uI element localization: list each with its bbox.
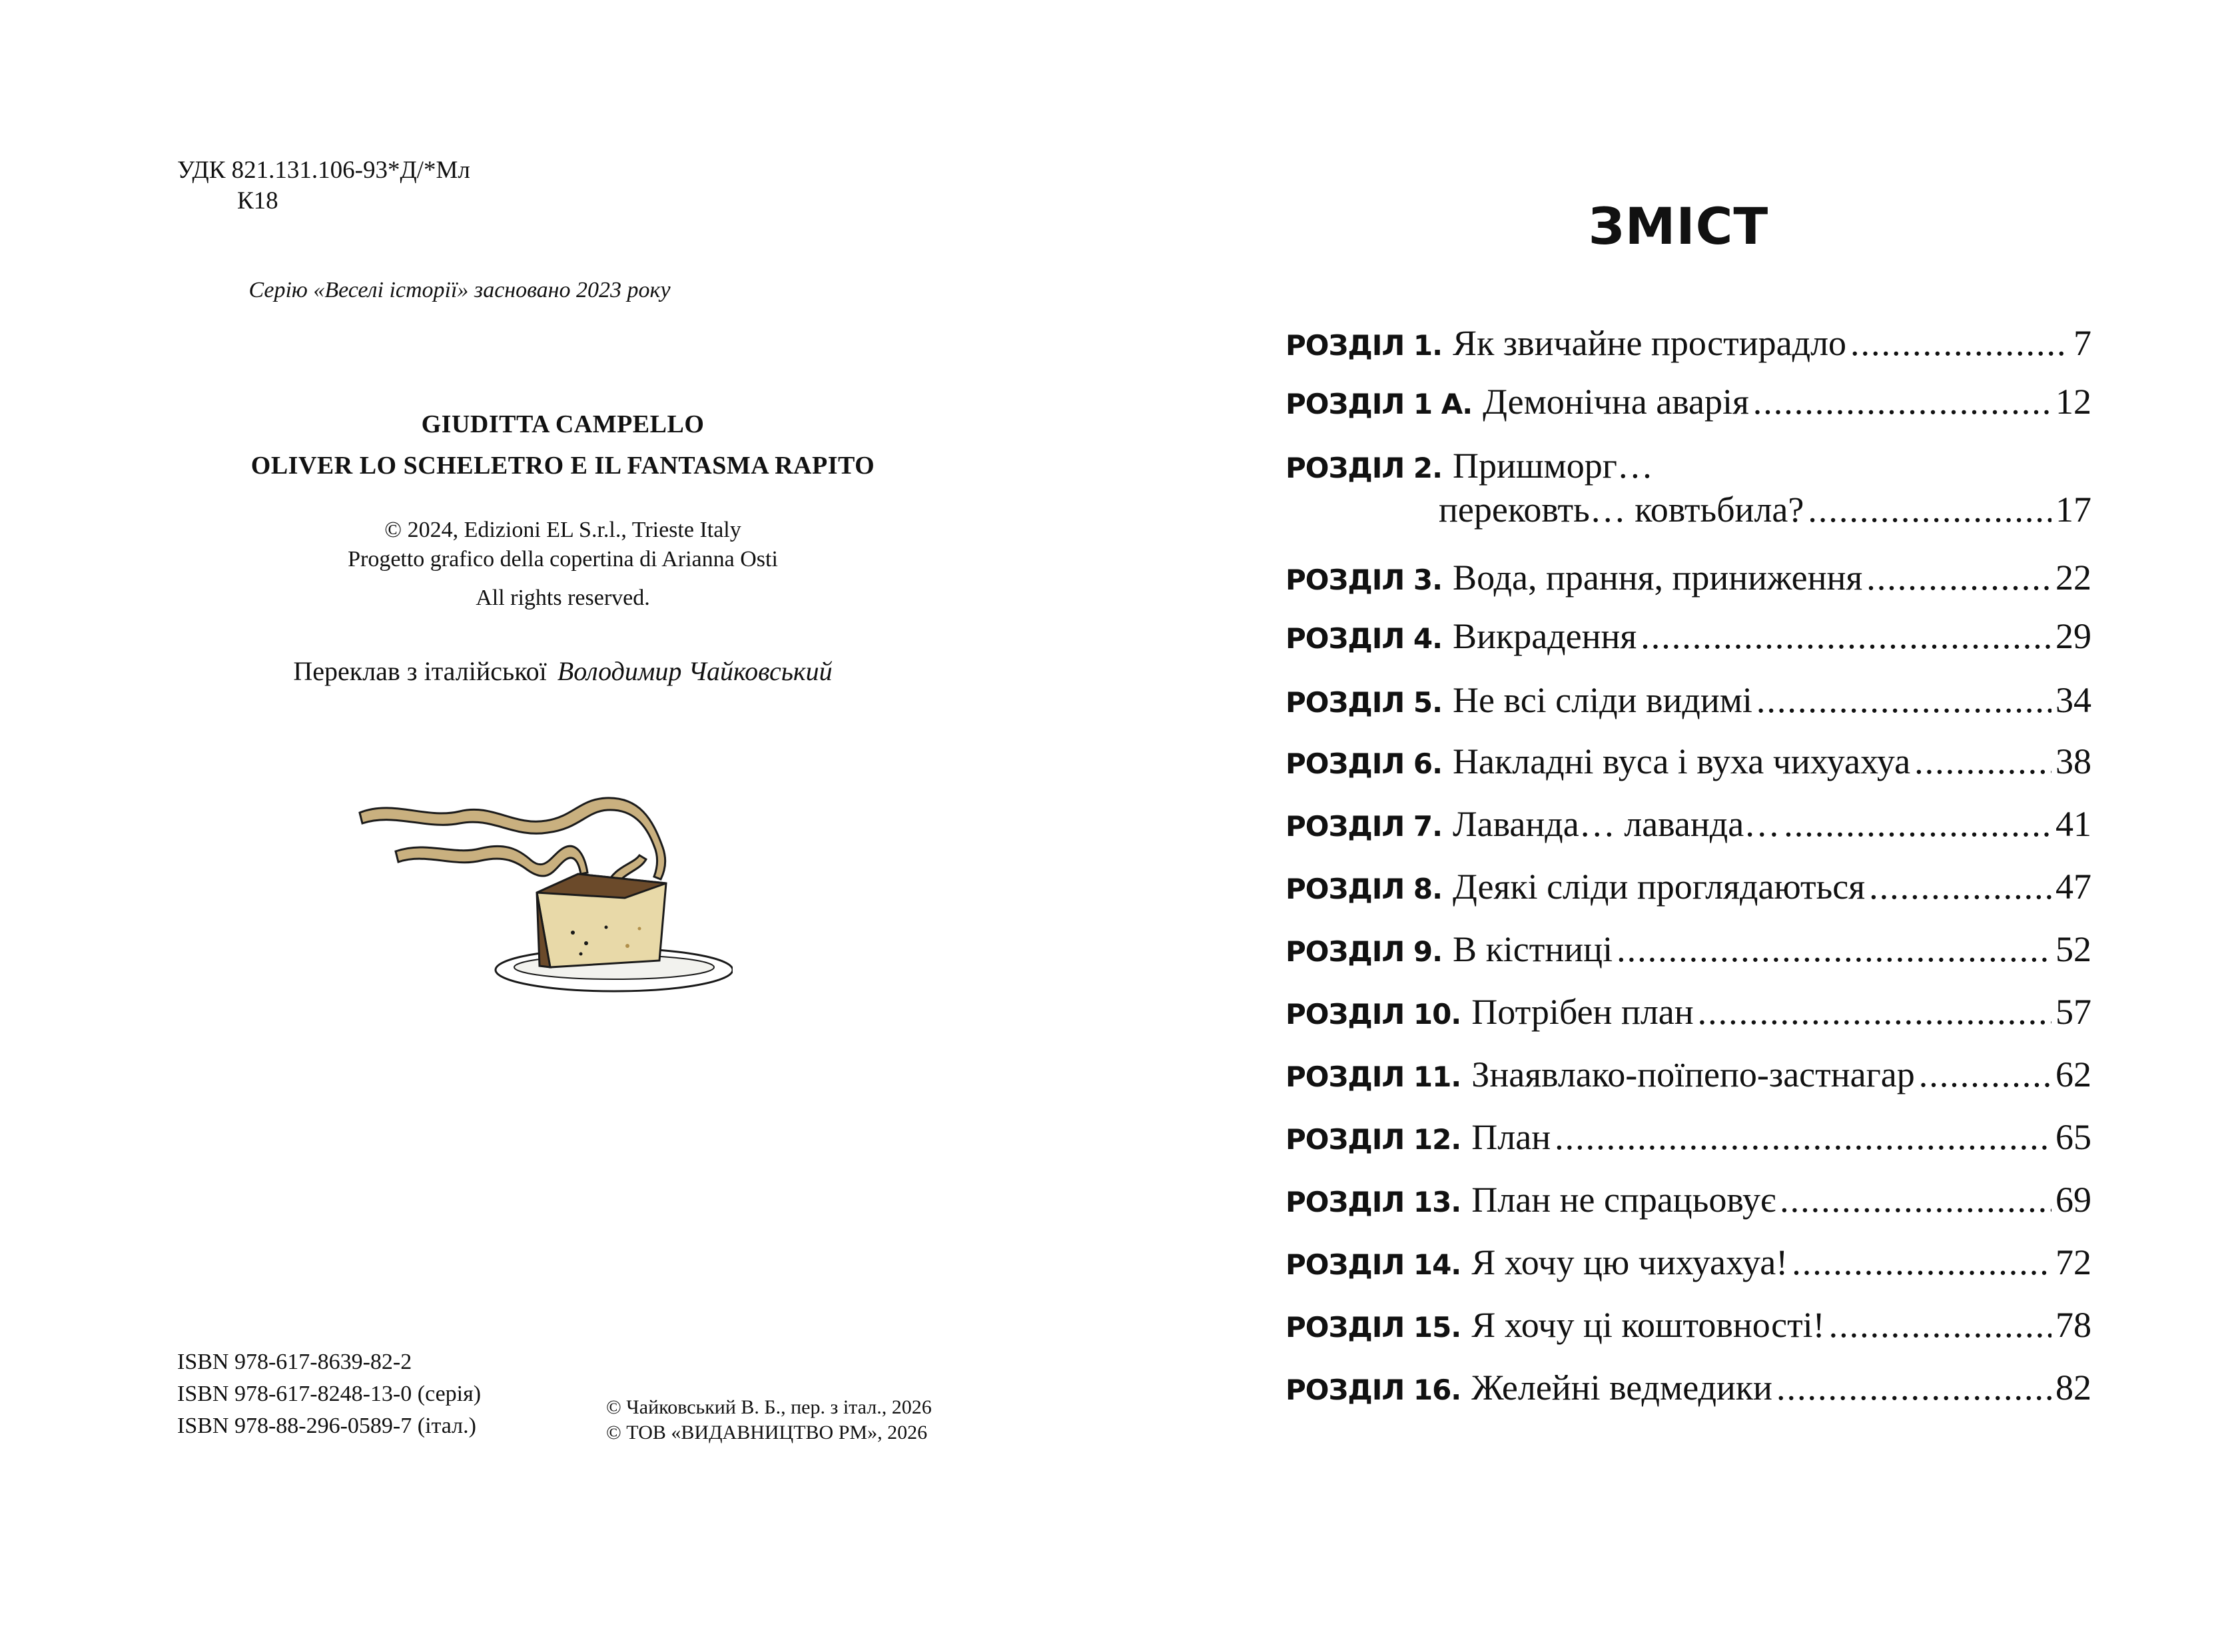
toc-entry-page: 52: [2055, 929, 2091, 969]
copyright-line: Progetto grafico della copertina di Arianna Osti: [348, 547, 778, 572]
isbn-line: ISBN 978-617-8248-13-0 (серія): [177, 1382, 482, 1406]
toc-entry-title: Пришморг…: [1453, 446, 1653, 486]
toc-entry-page: 62: [2055, 1054, 2091, 1094]
isbn-line: ISBN 978-88-296-0589-7 (італ.): [177, 1414, 476, 1438]
toc-entry: [1286, 803, 2091, 845]
toc-entry-title: Не всі сліди видимі: [1453, 680, 1752, 720]
toc-entry-label: РОЗДІЛ 8.: [1286, 873, 1443, 905]
toc-dot-leader: [1698, 991, 2051, 1032]
toc-dot-leader: [1617, 929, 2051, 970]
toc-entry-title: План не спрацьовує: [1471, 1180, 1776, 1220]
translator-name: Володимир Чайковський: [557, 656, 833, 686]
toc-entry-page: 72: [2055, 1242, 2091, 1282]
toc-entry-title: Демонічна аварія: [1483, 382, 1749, 422]
toc-entry: [1286, 1054, 2091, 1095]
toc-entry-page: 22: [2055, 558, 2091, 598]
isbn-line: ISBN 978-617-8639-82-2: [177, 1350, 412, 1374]
toc-entry-label: РОЗДІЛ 5.: [1286, 686, 1443, 719]
toc-entry-page: 78: [2055, 1305, 2091, 1345]
toc-entry-page: 69: [2055, 1180, 2091, 1220]
toc-entry-label: РОЗДІЛ 11.: [1286, 1060, 1461, 1093]
toc-dot-leader: [1869, 866, 2051, 907]
toc-entry-label: РОЗДІЛ 4.: [1286, 622, 1443, 655]
original-author: GIUDITTA CAMPELLO: [421, 410, 705, 438]
toc-entry: [1286, 616, 2091, 657]
toc-entry: [1286, 866, 2091, 907]
toc-entry-label: РОЗДІЛ 12.: [1286, 1123, 1461, 1156]
toc-entry: [1286, 322, 2091, 364]
toc-entry-continuation: [1439, 489, 2091, 530]
series-note: Серію «Веселі історії» засновано 2023 року: [248, 278, 671, 302]
toc-entry-label: РОЗДІЛ 1 А.: [1286, 388, 1473, 420]
toc-dot-leader: [1641, 616, 2051, 657]
toc-entry-label: РОЗДІЛ 13.: [1286, 1186, 1461, 1218]
toc-entry-title: Вода, прання, приниження: [1453, 558, 1863, 598]
toc-entry: [1286, 445, 1653, 486]
toc-entry-page: 65: [2055, 1117, 2091, 1157]
toc-entry-title: Лаванда… лаванда…: [1453, 804, 1780, 844]
toc-entry-title: Желейні ведмедики: [1471, 1368, 1772, 1408]
toc-entry-page: 47: [2055, 867, 2091, 907]
toc-entry-title-line2: перековть… ковтьбила?: [1439, 490, 1804, 530]
toc-entry-title: Я хочу цю чихуахуа!: [1471, 1242, 1788, 1282]
toc-entry-title: Як звичайне простирадло: [1453, 323, 1847, 363]
toc-entry-title: Я хочу ці коштовності!: [1471, 1305, 1825, 1345]
copyright-line: All rights reserved.: [476, 586, 650, 610]
toc-entry-title: План: [1471, 1117, 1551, 1157]
toc-dot-leader: [1792, 1242, 2051, 1283]
toc-dot-leader: [1756, 679, 2051, 721]
toc-entry-label: РОЗДІЛ 15.: [1286, 1311, 1461, 1344]
udk-code: УДК 821.131.106-93*Д/*Мл: [177, 157, 470, 184]
toc-dot-leader: [1555, 1116, 2051, 1158]
toc-dot-leader: [1776, 1367, 2051, 1408]
cheese-illustration: [353, 786, 733, 999]
toc-entry-label: РОЗДІЛ 3.: [1286, 564, 1443, 596]
bbk-code: К18: [237, 187, 278, 214]
toc-entry-title: Деякі сліди проглядаються: [1453, 867, 1866, 907]
toc-entry-label: РОЗДІЛ 14.: [1286, 1248, 1461, 1281]
toc-dot-leader: [1850, 322, 2069, 364]
toc-entry: [1286, 929, 2091, 970]
toc-entry-title: Викрадення: [1453, 616, 1637, 656]
toc-entry-title: Накладні вуса і вуха чихуахуа: [1453, 741, 1911, 781]
toc-entry: [1286, 679, 2091, 721]
toc-title: ЗМІСТ: [1588, 197, 1769, 256]
toc-dot-leader: [1753, 381, 2051, 422]
rights-line: © Чайковський В. Б., пер. з італ., 2026: [606, 1396, 932, 1418]
copyright-line: © 2024, Edizioni EL S.r.l., Trieste Italy: [384, 518, 741, 542]
toc-entry: [1286, 1179, 2091, 1220]
toc-entry-label: РОЗДІЛ 7.: [1286, 810, 1443, 843]
toc-entry: [1286, 991, 2091, 1032]
toc-entry-page: 7: [2073, 323, 2091, 363]
toc-entry-label: РОЗДІЛ 2.: [1286, 452, 1443, 484]
toc-entry: [1286, 1242, 2091, 1283]
toc-entry-label: РОЗДІЛ 10.: [1286, 998, 1461, 1031]
toc-entry: [1286, 1367, 2091, 1408]
toc-entry-title: Знаявлако-поїпепо-застнагар: [1471, 1054, 1915, 1094]
toc-dot-leader: [1780, 1179, 2051, 1220]
toc-dot-leader: [1919, 1054, 2051, 1095]
toc-entry: [1286, 557, 2091, 598]
translator-prefix: Переклав з італійської: [293, 656, 547, 686]
toc-entry: [1286, 741, 2091, 782]
toc-entry-page: 38: [2055, 741, 2091, 781]
original-title: OLIVER LO SCHELETRO E IL FANTASMA RAPITO: [250, 452, 875, 480]
toc-dot-leader: [1829, 1304, 2051, 1346]
toc-entry-title: В кістниці: [1453, 929, 1613, 969]
translator-credit: [0, 654, 1126, 689]
toc-entry: [1286, 1116, 2091, 1158]
toc-entry-label: РОЗДІЛ 16.: [1286, 1374, 1461, 1406]
toc-entry-label: РОЗДІЛ 1.: [1286, 329, 1443, 362]
toc-entry-page: 82: [2055, 1368, 2091, 1408]
toc-entry-title: Потрібен план: [1471, 992, 1694, 1032]
rights-line: © ТОВ «ВИДАВНИЦТВО РМ», 2026: [606, 1422, 928, 1444]
toc-entry-page: 12: [2055, 382, 2091, 422]
toc-entry-label: РОЗДІЛ 9.: [1286, 935, 1443, 968]
toc-entry-page: 34: [2055, 680, 2091, 720]
toc-entry-page: 41: [2055, 804, 2091, 844]
toc-entry-page: 17: [2055, 490, 2091, 530]
toc-entry-label: РОЗДІЛ 6.: [1286, 747, 1443, 780]
toc-entry: [1286, 381, 2091, 422]
toc-dot-leader: [1784, 803, 2051, 845]
toc-dot-leader: [1914, 741, 2051, 782]
toc-dot-leader: [1866, 557, 2051, 598]
toc-dot-leader: [1808, 489, 2051, 530]
toc-entry: [1286, 1304, 2091, 1346]
toc-entry-page: 57: [2055, 992, 2091, 1032]
toc-entry-page: 29: [2055, 616, 2091, 656]
